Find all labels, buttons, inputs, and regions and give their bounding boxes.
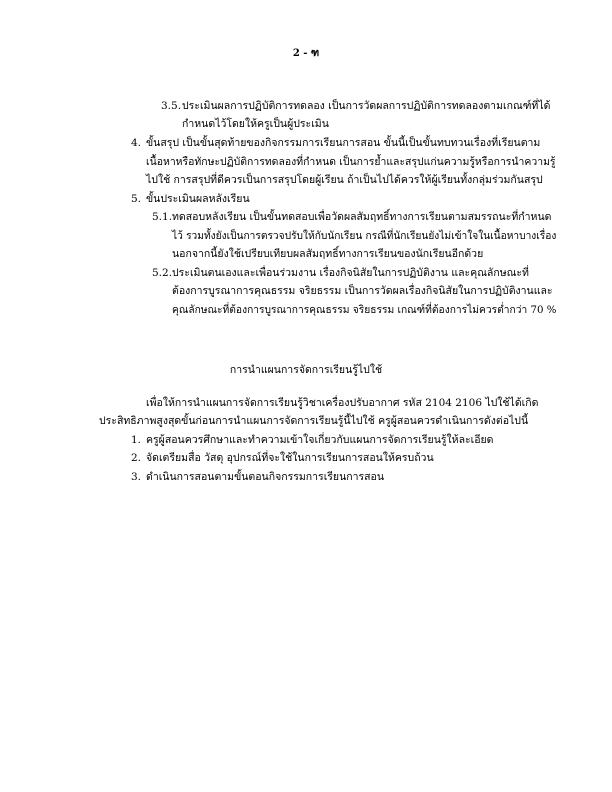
plan-step-3-number: 3.	[131, 471, 142, 483]
item-5-2-line-1: ประเมินตนเองและเพื่อนร่วมงาน เรื่องกิจนิสัยในการปฏิบัติงาน และคุณลักษณะที่	[172, 267, 529, 279]
plan-step-3-text: ดำเนินการสอนตามขั้นตอนกิจกรรมการเรียนการสอน	[146, 471, 385, 483]
item-5-1-number: 5.1.	[152, 211, 173, 223]
plan-intro-line-1: เพื่อให้การนำแผนการจัดการเรียนรู้วิชาเครื่องปรับอากาศ รหัส 2104 2106 ไปใช้ได้เกิด	[146, 397, 539, 409]
item-3-5-number: 3.5.	[161, 100, 182, 112]
item-4-line-1: ขั้นสรุป เป็นขั้นสุดท้ายของกิจกรรมการเรียนการสอน ขั้นนี้เป็นขั้นทบทวนเรื่องที่เรียนตาม	[146, 137, 541, 149]
item-5-1-line-3: นอกจากนี้ยังใช้เปรียบเทียบผลสัมฤทธิ์ทางการเรียนของนักเรียนอีกด้วย	[172, 248, 484, 260]
item-4-line-2: เนื้อหาหรือทักษะปฏิบัติการทดลองที่กำหนด เป็นการย้ำและสรุปแก่นความรู้หรือการนำความรู้	[146, 156, 556, 168]
item-5-line-1: ขั้นประเมินผลหลังเรียน	[146, 193, 250, 205]
plan-intro-line-2: ประสิทธิภาพสูงสุดขั้นก่อนการนำแผนการจัดการเรียนรู้นี้ไปใช้ ครูผู้สอนควรดำเนินการดังต่อไปนี้	[99, 415, 529, 427]
item-5-2-line-3: คุณลักษณะที่ต้องการบูรณาการคุณธรรม จริยธรรม เกณฑ์ที่ต้องการไม่ควรต่ำกว่า 70 %	[172, 304, 557, 316]
item-5-1-line-2: ไว้ รวมทั้งยังเป็นการตรวจปรับให้กับนักเรียน กรณีที่นักเรียนยังไม่เข้าใจในเนื้อหาบางเรื่อง	[172, 230, 557, 242]
plan-step-1-text: ครูผู้สอนควรศึกษาและทำความเข้าใจเกี่ยวกับแผนการจัดการเรียนรู้ให้ละเอียด	[146, 434, 494, 446]
item-3-5-line-1: ประเมินผลการปฏิบัติการทดลอง เป็นการวัดผลการปฏิบัติการทดลองตามเกณฑ์ที่ได้	[182, 100, 551, 112]
item-5-1-line-1: ทดสอบหลังเรียน เป็นขั้นทดสอบเพื่อวัดผลสัมฤทธิ์ทางการเรียนตามสมรรถนะที่กำหนด	[172, 211, 552, 223]
item-5-2-number: 5.2.	[152, 267, 173, 279]
item-3-5-line-2: กำหนดไว้โดยให้ครูเป็นผู้ประเมิน	[182, 118, 329, 130]
plan-step-2-text: จัดเตรียมสื่อ วัสดุ อุปกรณ์ที่จะใช้ในการเรียนการสอนให้ครบถ้วน	[146, 452, 434, 464]
item-4-line-3: ไปใช้ การสรุปที่ดีควรเป็นการสรุปโดยผู้เรียน ถ้าเป็นไปได้ควรให้ผู้เรียนทั้งกลุ่มร่วมกันสรุป	[146, 174, 543, 186]
item-5-2-line-2: ต้องการบูรณาการคุณธรรม จริยธรรม เป็นการวัดผลเรื่องกิจนิสัยในการปฏิบัติงานและ	[172, 285, 553, 297]
plan-step-1-number: 1.	[131, 434, 142, 446]
item-4-number: 4.	[131, 137, 142, 149]
plan-heading: การนำแผนการจัดการเรียนรู้ไปใช้	[229, 364, 383, 376]
plan-step-2-number: 2.	[131, 452, 142, 464]
page-number: 2 - ฑ	[292, 48, 320, 59]
item-5-number: 5.	[131, 193, 142, 205]
